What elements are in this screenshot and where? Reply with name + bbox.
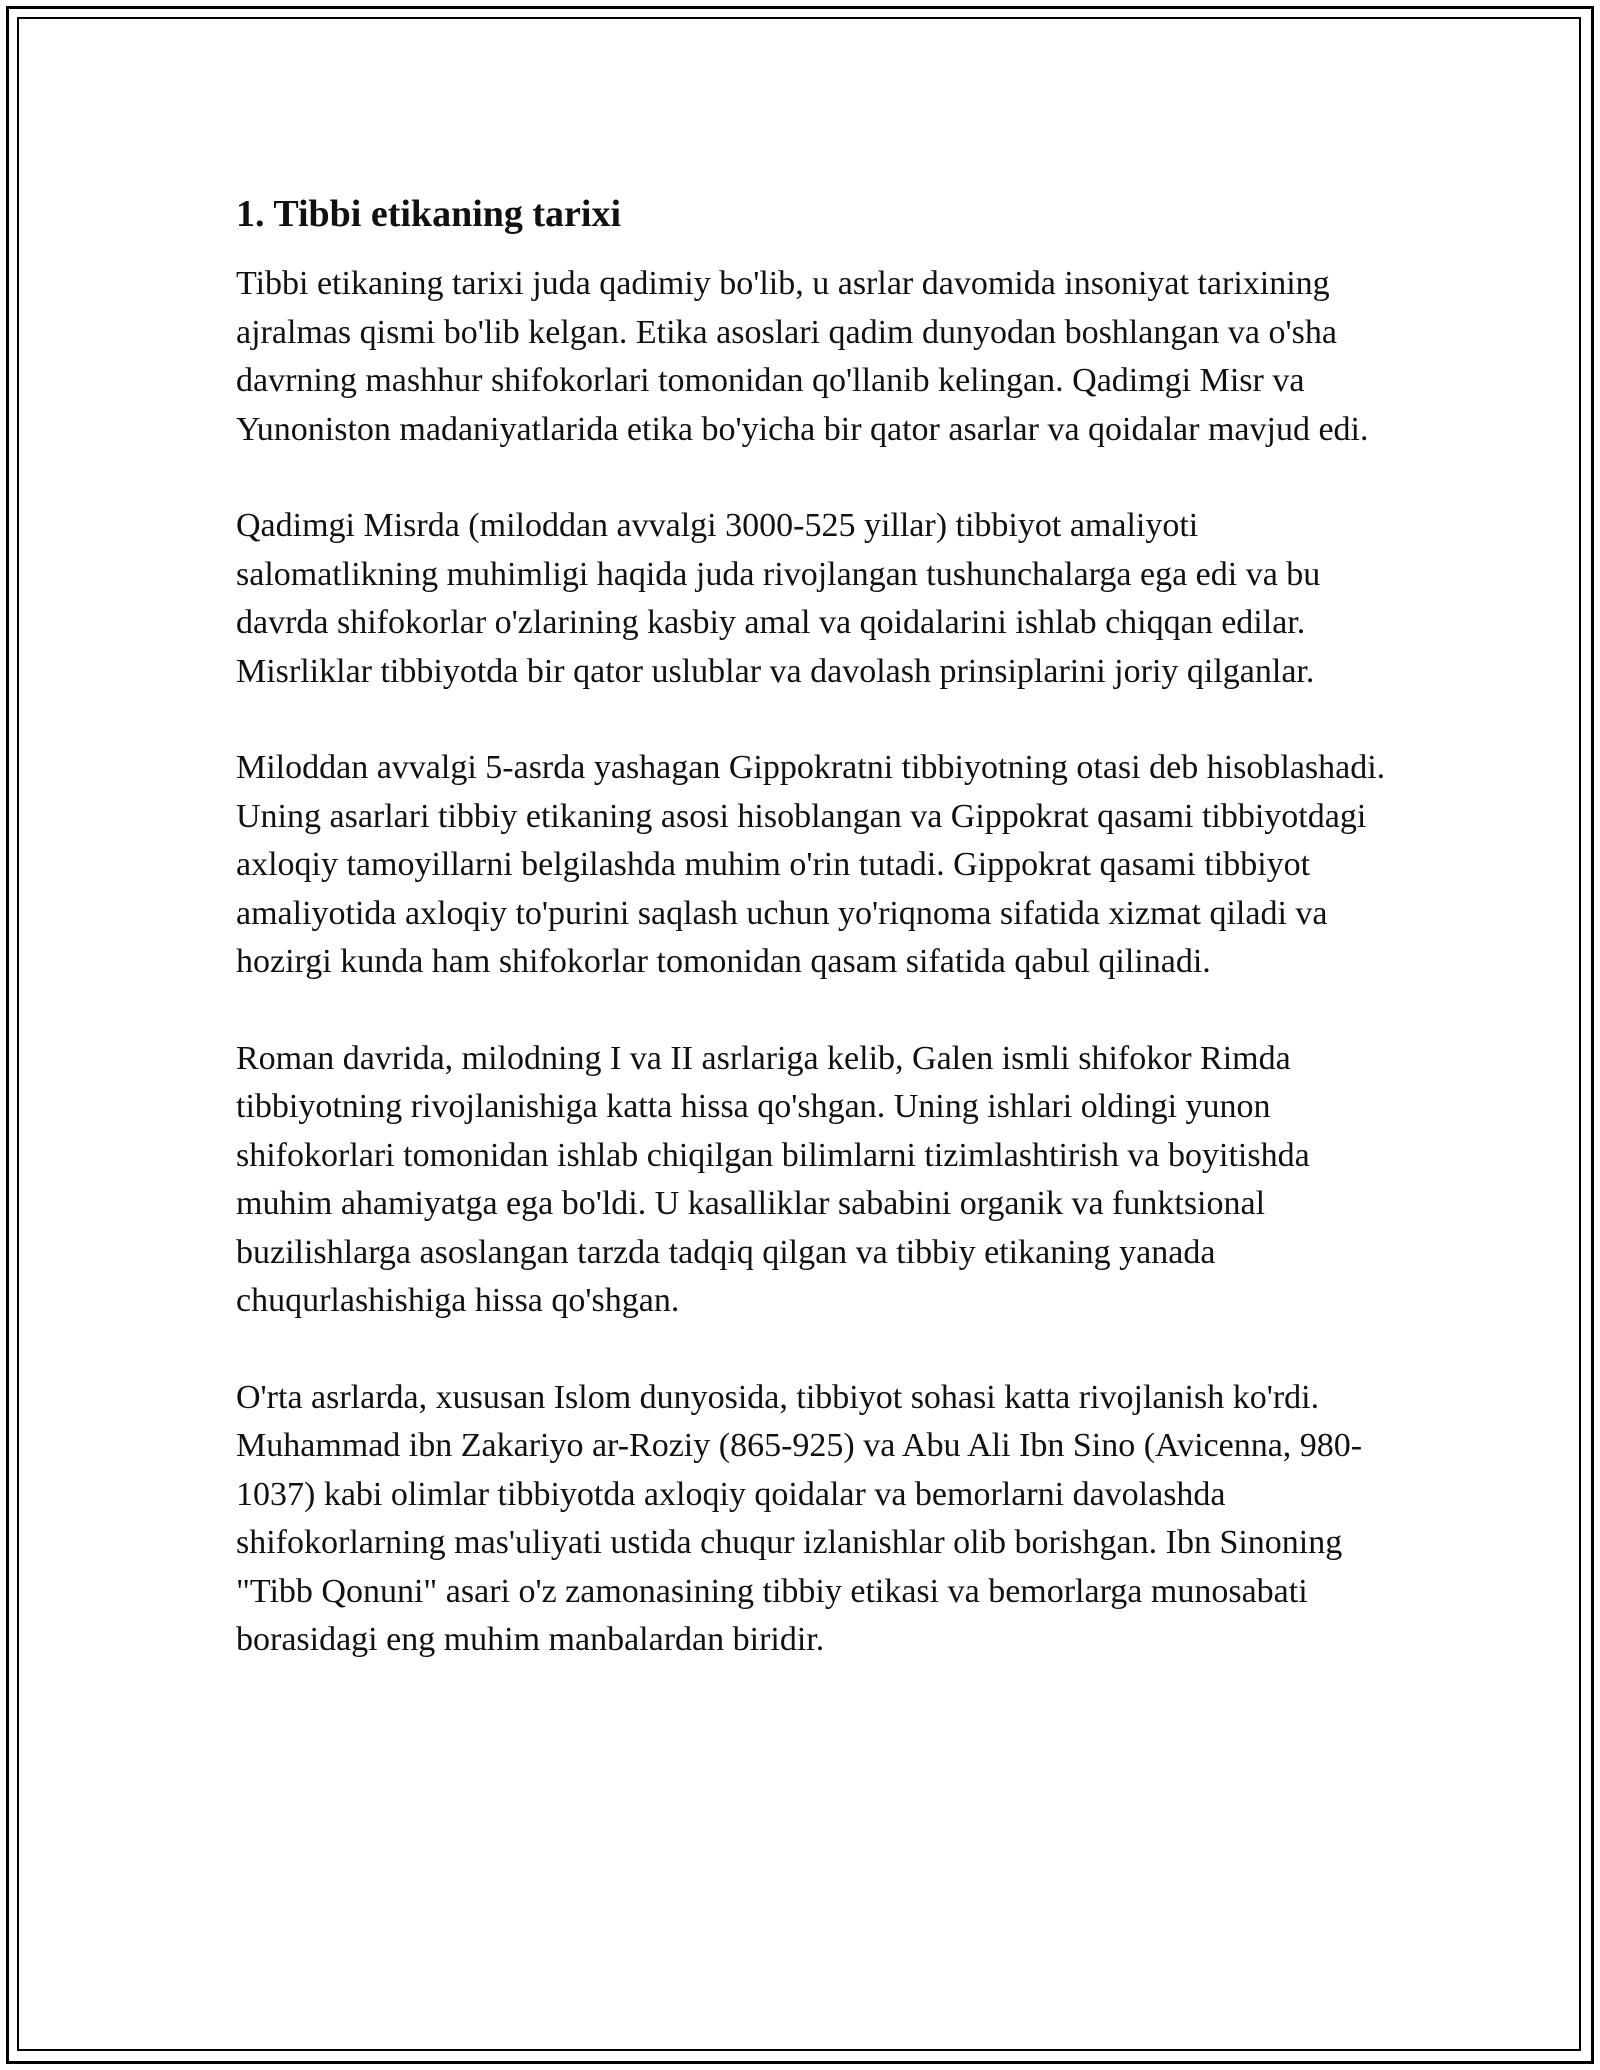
paragraph-1: Tibbi etikaning tarixi juda qadimiy bo'lib, u asrlar davomida insoniyat tarixining ajralmas qismi bo'lib kelgan. Etika asoslari qadim dunyodan boshlangan va o'sha davrning mashhur shifokorlari tomonidan qo'llanib kelingan. Qadimgi Misr va Yunoniston madaniyatlarida etika bo'yicha bir qator asarlar va qoidalar mavjud edi. — [236, 265, 1369, 448]
paragraph-3: Miloddan avvalgi 5-asrda yashagan Gippokratni tibbiyotning otasi deb hisoblashadi. Uning asarlari tibbiy etikaning asosi hisoblangan va Gippokrat qasami tibbiyotdagi axloqiy tamoyillarni belgilashda muhim o'rin tutadi. Gippokrat qasami tibbiyot amaliyotida axloqiy to'purini saqlash uchun yo'riqnoma sifatida xizmat qiladi va hozirgi kunda ham shifokorlar tomonidan qasam sifatida qabul qilinadi. — [236, 749, 1386, 980]
section-heading: 1. Tibbi etikaning tarixi — [236, 193, 622, 235]
document-body — [236, 186, 1386, 1713]
paragraph-2: Qadimgi Misrda (miloddan avvalgi 3000-525 yillar) tibbiyot amaliyoti salomatlikning muhimligi haqida juda rivojlangan tushunchalarga ega edi va bu davrda shifokorlar o'zlarining kasbiy amal va qoidalarini ishlab chiqqan edilar. Misrliklar tibbiyotda bir qator uslublar va davolash prinsiplarini joriy qilganlar. — [236, 507, 1321, 690]
paragraph-4: Roman davrida, milodning I va II asrlariga kelib, Galen ismli shifokor Rimda tibbiyotning rivojlanishiga katta hissa qo'shgan. Uning ishlari oldingi yunon shifokorlari tomonidan ishlab chiqilgan bilimlarni tizimlashtirish va boyitishda muhim ahamiyatga ega bo'ldi. U kasalliklar sababini organik va funktsional buzilishlarga asoslangan tarzda tadqiq qilgan va tibbiy etikaning yanada chuqurlashishiga hissa qo'shgan. — [236, 1039, 1310, 1319]
paragraph-5: O'rta asrlarda, xususan Islom dunyosida, tibbiyot sohasi katta rivojlanish ko'rdi. Muhammad ibn Zakariyo ar-Roziy (865-925) va Abu Ali Ibn Sino (Avicenna, 980-1037) kabi olimlar tibbiyotda axloqiy qoidalar va bemorlarni davolashda shifokorlarning mas'uliyati ustida chuqur izlanishlar olib borishgan. Ibn Sinoning "Tibb Qonuni" asari o'z zamonasining tibbiy etikasi va bemorlarga munosabati borasidagi eng muhim manbalardan biridir. — [236, 1378, 1363, 1658]
